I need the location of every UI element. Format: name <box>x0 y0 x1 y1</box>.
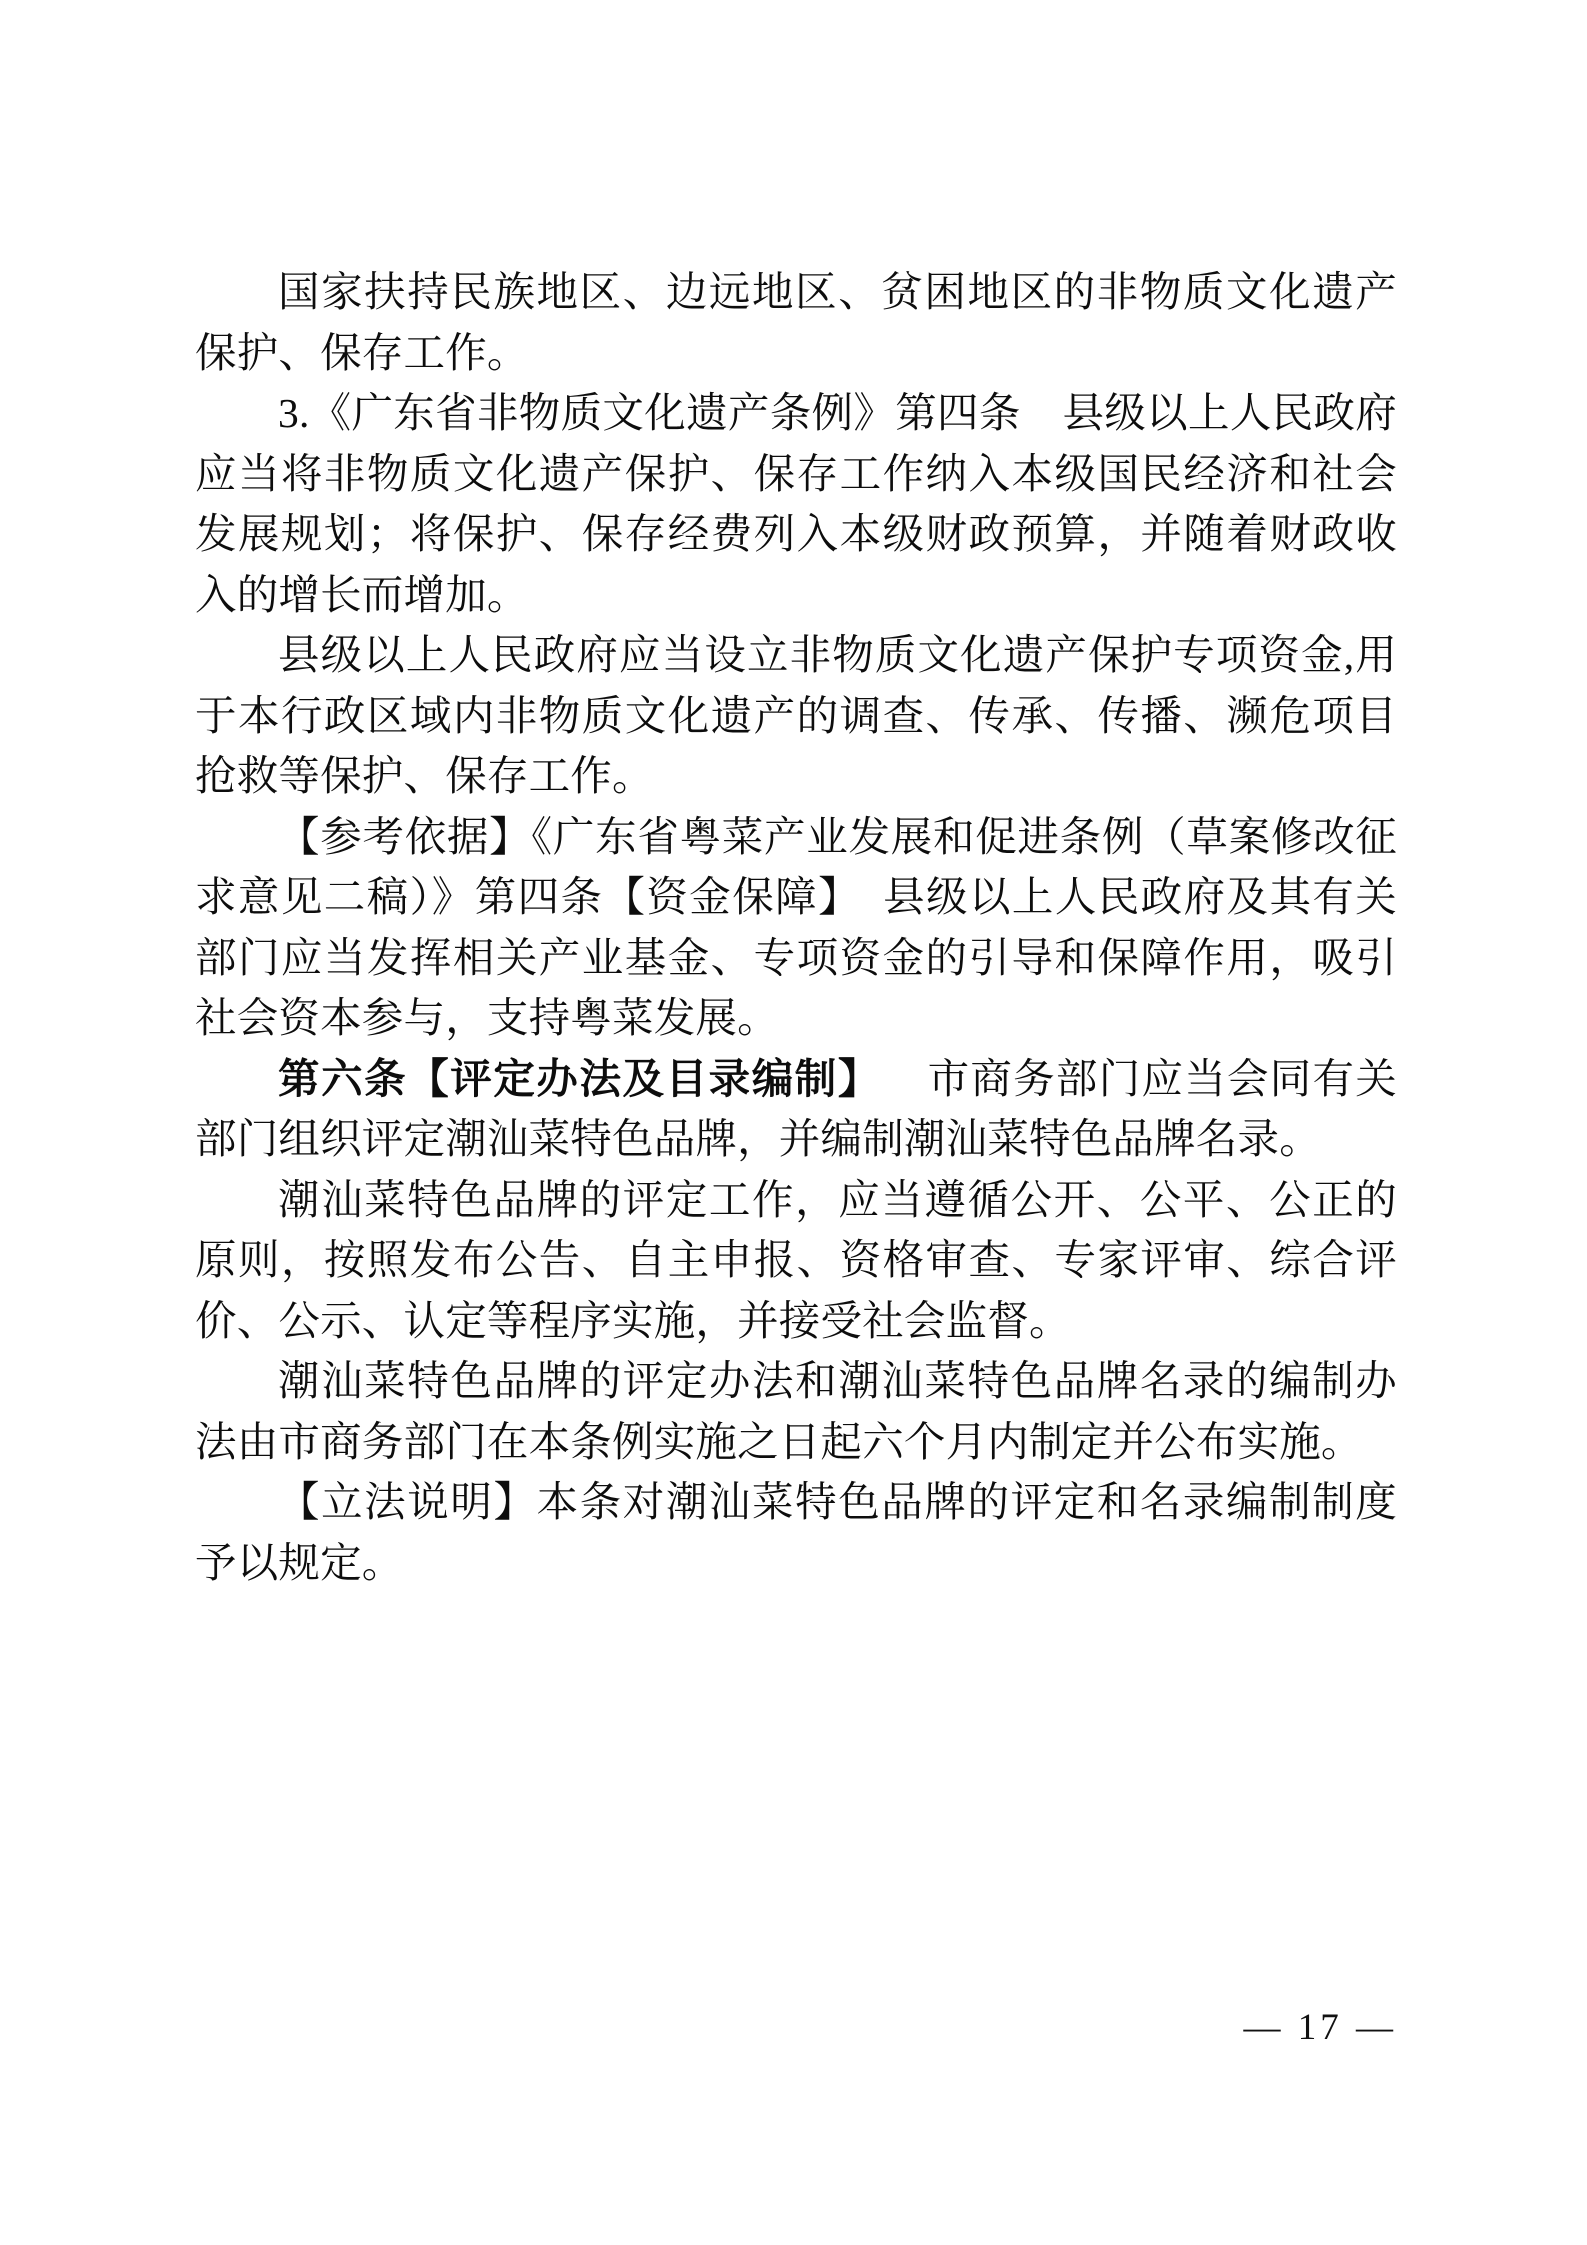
paragraph-text: 市商务部门应当会同有关部门组织评定潮汕菜特色品牌，并编制潮汕菜特色品牌名录。 <box>195 1055 1397 1162</box>
paragraph-text: 3.《广东省非物质文化遗产条例》第四条 县级以上人民政府应当将非物质文化遗产保护、保存工作纳入本级国民经济和社会发展规划；将保护、保存经费列入本级财政预算，并随着财政收入的增长而增加。 <box>195 390 1397 618</box>
page-body-text <box>195 262 1397 1593</box>
paragraph-text: 县级以上人民政府应当设立非物质文化遗产保护专项资金,用于本行政区域内非物质文化遗产的调查、传承、传播、濒危项目抢救等保护、保存工作。 <box>195 632 1397 799</box>
page-footer <box>0 2006 1587 2049</box>
page-number: — 17 — <box>1243 2007 1397 2048</box>
paragraph-evaluation-principles <box>195 1170 1397 1352</box>
paragraph-text: 【立法说明】本条对潮汕菜特色品牌的评定和名录编制制度予以规定。 <box>195 1479 1397 1586</box>
article-6-heading: 第六条【评定办法及目录编制】 <box>278 1055 881 1102</box>
paragraph-legislative-note <box>195 1472 1397 1593</box>
paragraph-item-3-guangdong-ich <box>195 383 1397 625</box>
paragraph-special-fund <box>195 625 1397 807</box>
paragraph-text: 国家扶持民族地区、边远地区、贫困地区的非物质文化遗产保护、保存工作。 <box>195 269 1397 376</box>
paragraph-text: 潮汕菜特色品牌的评定办法和潮汕菜特色品牌名录的编制办法由市商务部门在本条例实施之日起六个月内制定并公布实施。 <box>195 1358 1397 1465</box>
paragraph-text: 【参考依据】《广东省粤菜产业发展和促进条例（草案修改征求意见二稿）》第四条【资金保障】 县级以上人民政府及其有关部门应当发挥相关产业基金、专项资金的引导和保障作用，吸引社会资本参与，支持粤菜发展。 <box>195 813 1397 1041</box>
paragraph-article-6 <box>195 1049 1397 1170</box>
paragraph-text: 潮汕菜特色品牌的评定工作，应当遵循公开、公平、公正的原则，按照发布公告、自主申报、资格审查、专家评审、综合评价、公示、认定等程序实施，并接受社会监督。 <box>195 1176 1397 1344</box>
paragraph-national-support <box>195 262 1397 383</box>
paragraph-reference-basis <box>195 807 1397 1049</box>
paragraph-measures-timeline <box>195 1351 1397 1472</box>
